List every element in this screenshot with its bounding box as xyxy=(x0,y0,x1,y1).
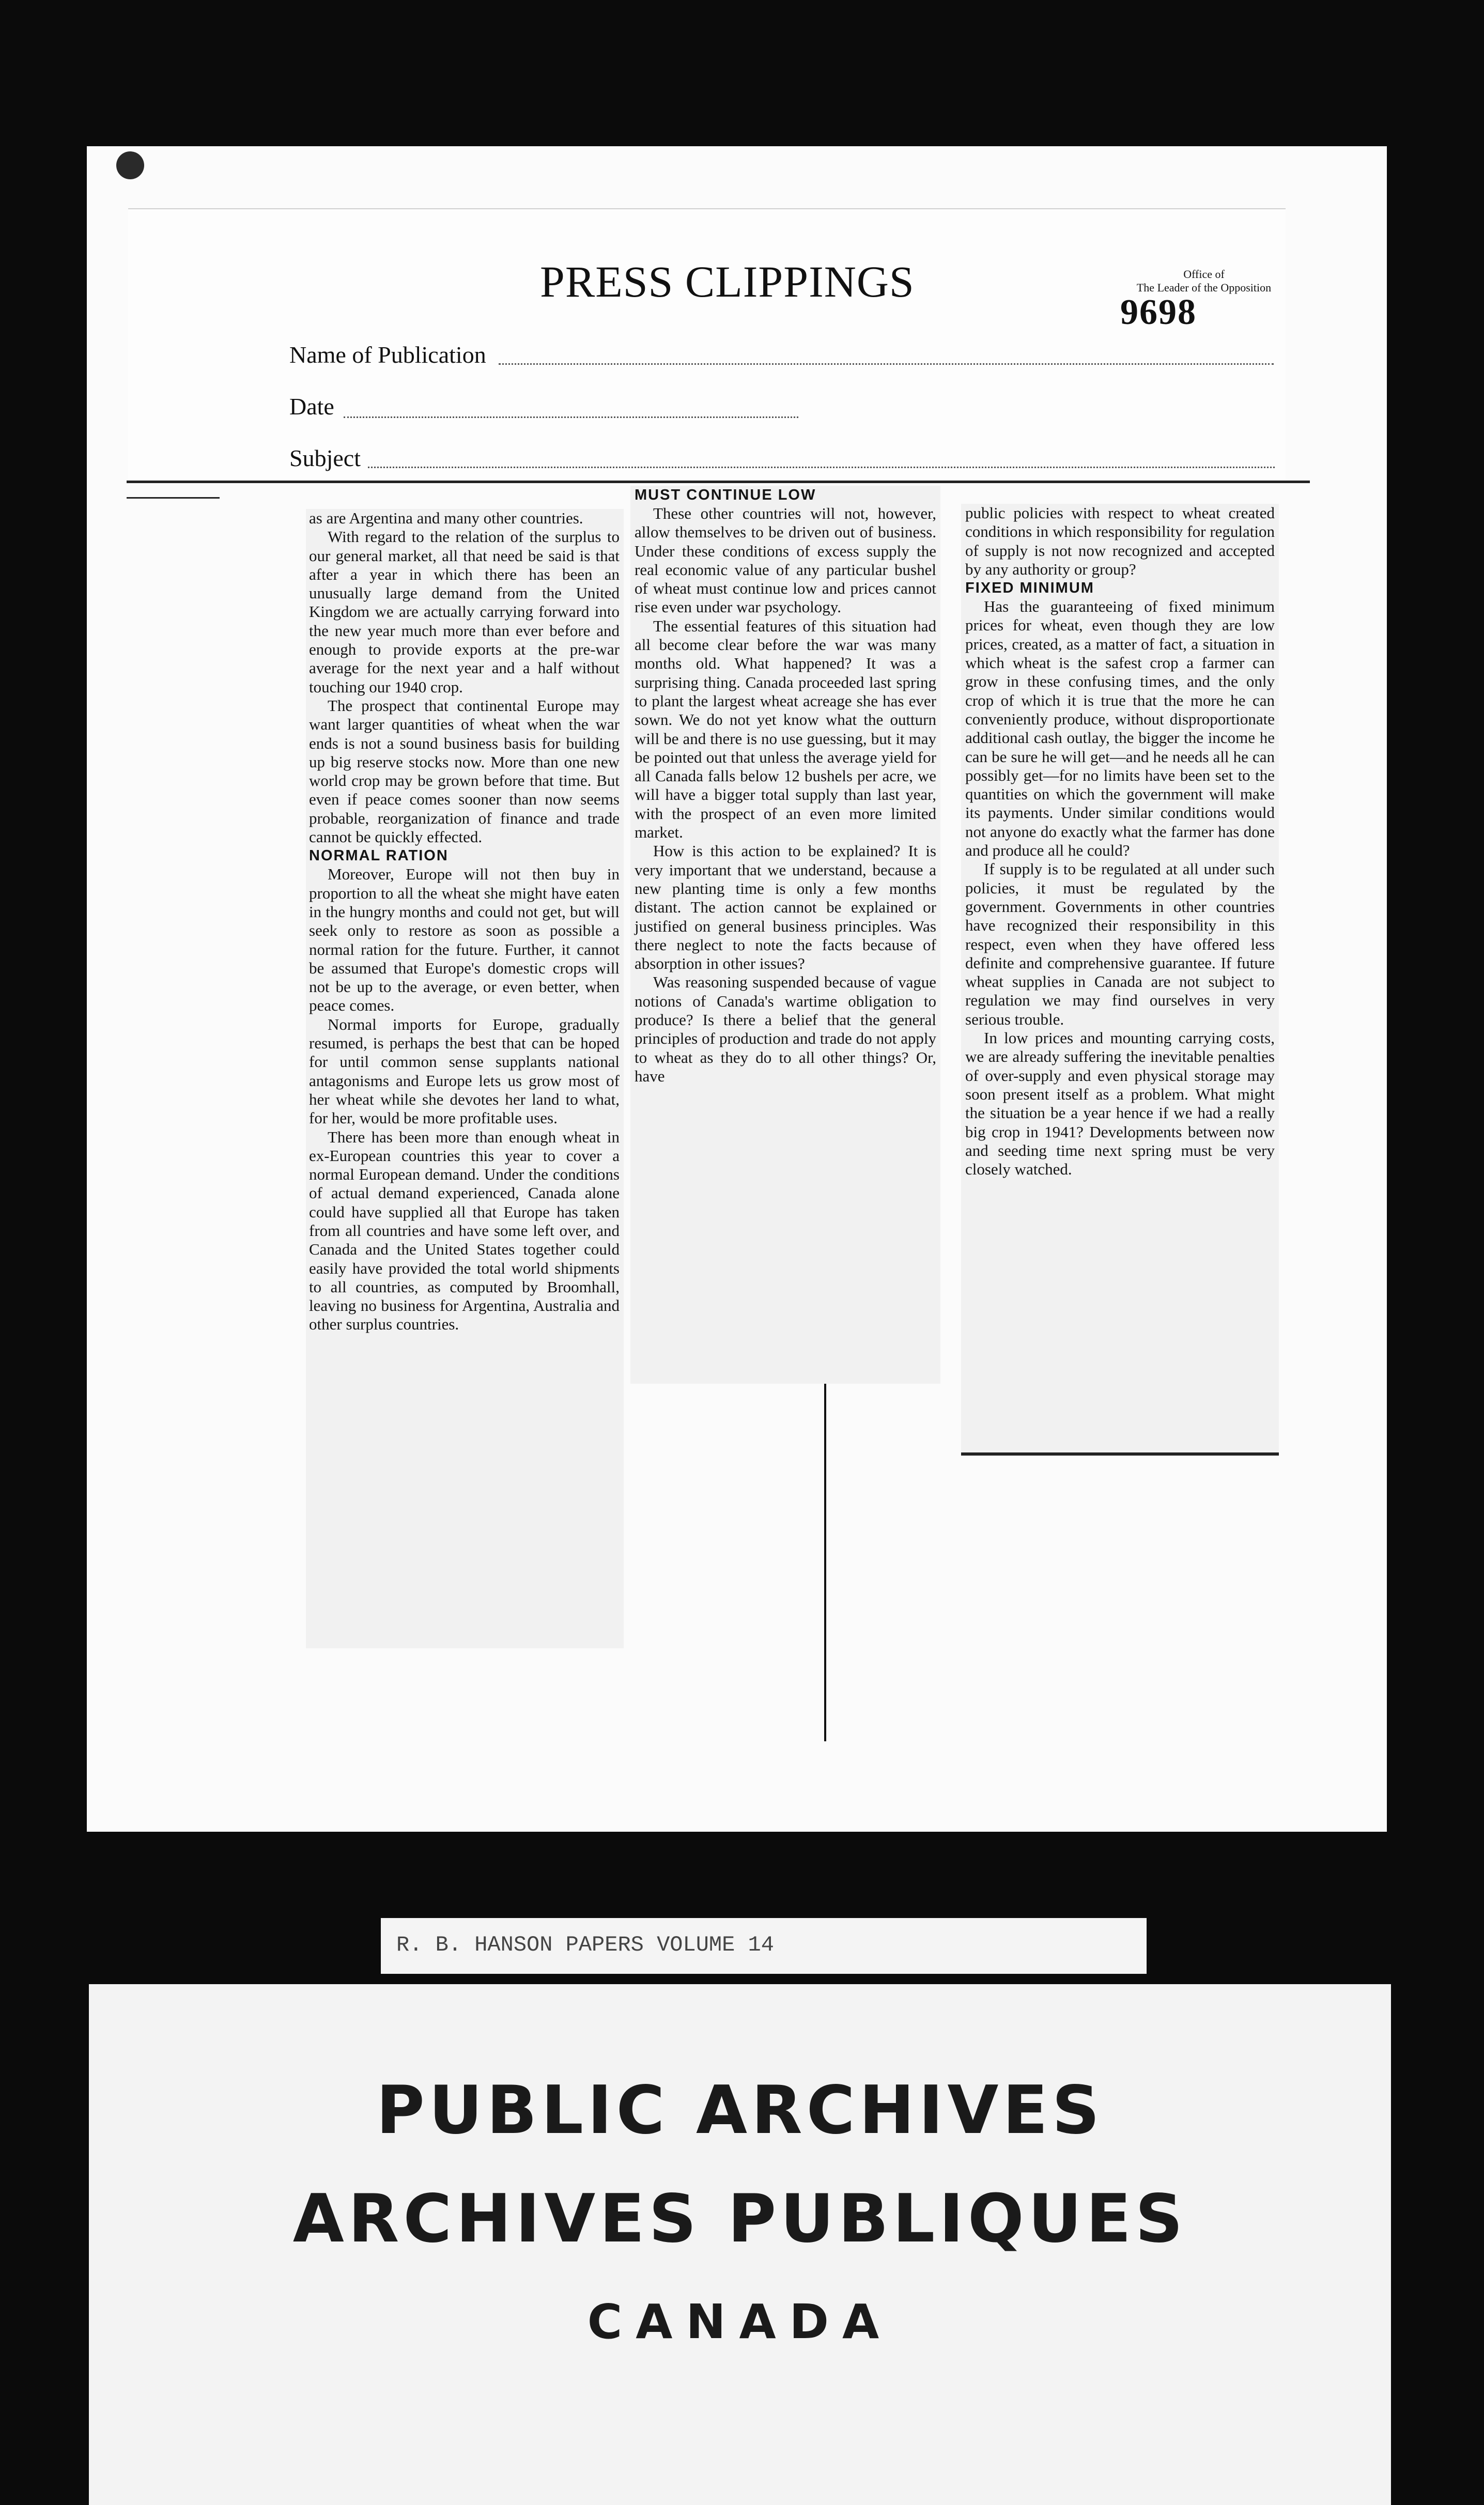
stamp-line-1: PUBLIC ARCHIVES xyxy=(376,2072,1104,2149)
date-label: Date xyxy=(289,393,334,420)
paragraph: In low prices and mounting carrying costs, we are already suffering the inevitable penalties of over-supply and even physical storage may soon present itself as a problem. What might the situation be a year hence if we had a really big crop in 1941? Developments between now and seeding time next spring must be very closely watched. xyxy=(965,1029,1275,1179)
date-line xyxy=(344,416,798,418)
punch-hole xyxy=(116,151,144,179)
publication-label: Name of Publication xyxy=(289,342,486,368)
header-rule-short xyxy=(127,497,220,499)
stamp-line-3: CANADA xyxy=(587,2294,893,2349)
paragraph: Moreover, Europe will not then buy in proportion to all the wheat she might have eaten in the hungry months and could not get, but will seek only to restore as soon as possible a normal ration for the future. Further, it cannot be assumed that Europe's domestic crops will not be up to the average, or even better, when peace comes. xyxy=(309,865,620,1015)
document-number: 9698 xyxy=(1120,292,1197,332)
archives-stamp xyxy=(89,1984,1391,2505)
subheading: MUST CONTINUE LOW xyxy=(635,487,816,503)
header-rule xyxy=(127,481,1310,483)
clipping-column-2 xyxy=(630,486,940,1384)
paragraph: With regard to the relation of the surplus to our general market, all that need be said is that after a year in which there has been an unusually large demand from the United Kingdom we are actually carrying forward into the new year much more than ever before and enough to provide exports at the pre-war average for the next year and a half without touching our 1940 crop. xyxy=(309,528,620,696)
paragraph: How is this action to be explained? It is very important that we understand, because a new planting time is only a few months distant. The action cannot be explained or justified on general business principles. Was there neglect to note the facts because of absorption in other issues? xyxy=(635,842,936,973)
paragraph: The prospect that continental Europe may want larger quantities of wheat when the war ends is not a sound business basis for building up big reserve stocks now. More than one new world crop may be grown before that time. But even if peace comes sooner than now seems probable, reorganization of finance and trade cannot be quickly effected. xyxy=(309,696,620,846)
archive-label-text: R. B. HANSON PAPERS VOLUME 14 xyxy=(396,1932,774,1957)
clipping-column-1 xyxy=(306,509,624,1648)
clipping-column-3 xyxy=(961,504,1279,1456)
office-caption xyxy=(1106,268,1302,295)
archive-label xyxy=(381,1918,1147,1974)
stamp-line-2: ARCHIVES PUBLIQUES xyxy=(292,2181,1187,2257)
paragraph: as are Argentina and many other countries. xyxy=(309,509,583,527)
office-line-1: Office of xyxy=(1183,268,1225,281)
paragraph: Has the guaranteeing of fixed minimum prices for wheat, even though they are low prices, created, as a matter of fact, a situation in which wheat is the safest crop a farmer can grow in these confusing times, and the only crop of which it is true that the more he can conveniently produce, without disproportionate additional cash outlay, the bigger the income he can be sure he will get—and he needs all he can possibly get—for no limits have been set to the quantities on which the government will make its payments. Under similar conditions would not anyone do exactly what the farmer has done and produce all he could? xyxy=(965,597,1275,860)
paragraph: The essential features of this situation had all become clear before the war was many months old. What happened? It was a surprising thing. Canada proceeded last spring to plant the largest wheat acreage she has ever sown. We do not yet know what the outturn will be and there is no use guessing, but it may be pointed out that unless the average yield for all Canada falls below 12 bushels per acre, we will have a bigger total supply than last year, with the prospect of an even more limited market. xyxy=(635,616,936,842)
paragraph: If supply is to be regulated at all under such policies, it must be regulated by the government. Governments in other countries have recognized their responsibility in this respect, even when they have offered less definite and comprehensive guarantee. If future wheat supplies in Canada are not subject to regulation we may find ourselves in very serious trouble. xyxy=(965,860,1275,1028)
form-title: PRESS CLIPPINGS xyxy=(540,257,915,306)
subheading: NORMAL RATION xyxy=(309,847,449,864)
paragraph: There has been more than enough wheat in ex-European countries this year to cover a normal European demand. Under the conditions of actual demand experienced, Canada alone could have supplied all that Europe has taken from all countries and have some left over, and Canada and the United States together could easily have provided the total world shipments to all countries, as computed by Broomhall, leaving no business for Argentina, Australia and other surplus countries. xyxy=(309,1127,620,1334)
paragraph: These other countries will not, however, allow themselves to be driven out of business. Under these conditions of excess supply the real economic value of any particular bushel of wheat must continue low and prices cannot rise even under war psychology. xyxy=(635,504,936,616)
subject-line xyxy=(368,467,1275,468)
office-line-2: The Leader of the Opposition xyxy=(1136,281,1272,294)
paragraph: Normal imports for Europe, gradually resumed, is perhaps the best that can be hoped for until common sense supplants national antagonisms and Europe lets us grow most of her wheat while she devotes her land to what, for her, would be more profitable uses. xyxy=(309,1015,620,1127)
subheading: FIXED MINIMUM xyxy=(965,580,1094,597)
subject-label: Subject xyxy=(289,445,361,471)
paragraph: public policies with respect to wheat created conditions in which responsibility for regulation of supply is not now recognized and accepted by any authority or group? xyxy=(965,504,1275,578)
publication-line xyxy=(499,363,1274,365)
paragraph: Was reasoning suspended because of vague notions of Canada's wartime obligation to produce? Is there a belief that the general principles of production and trade do not apply to wheat as they do to all other things? Or, have xyxy=(635,973,936,1085)
